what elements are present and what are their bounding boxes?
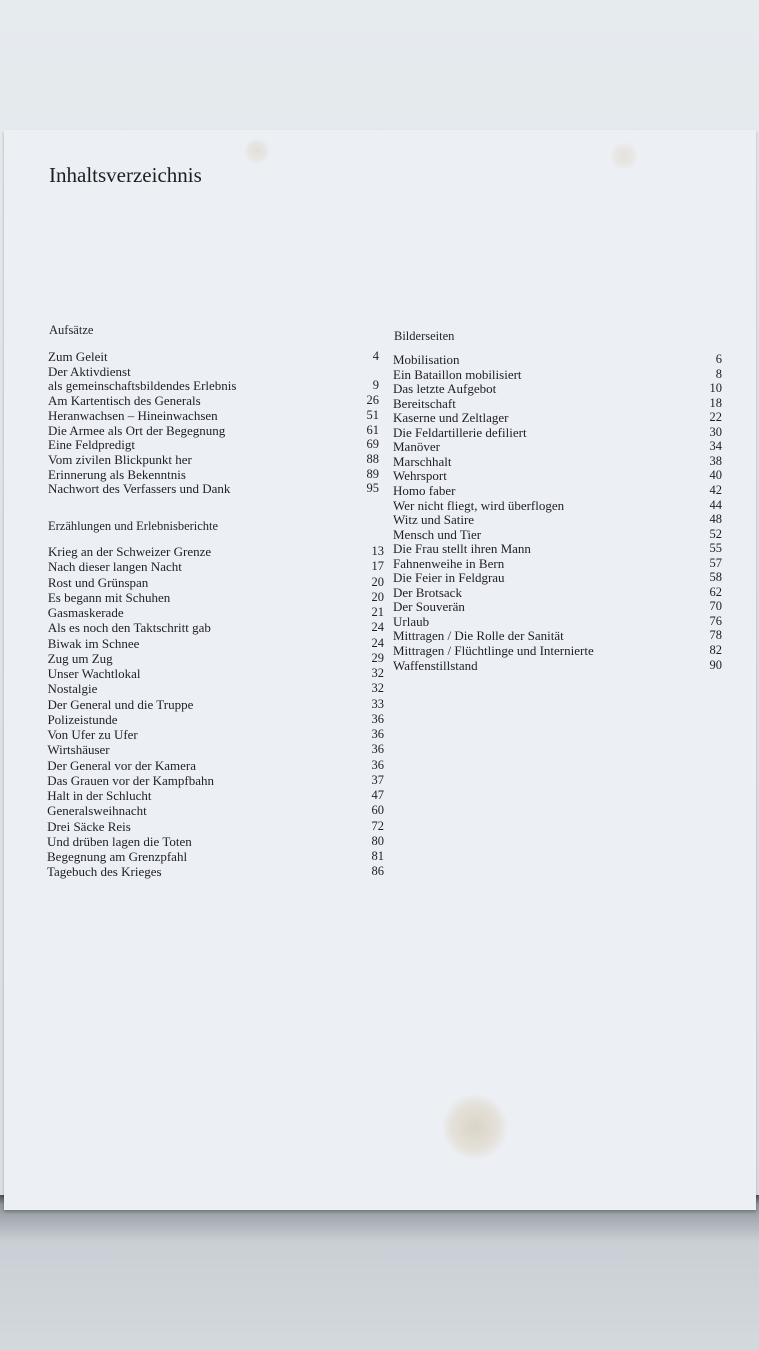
document-page [4,130,756,1210]
page-stain [442,1094,508,1160]
toc-entry-title: Das Grauen vor der Kampfbahn [47,772,215,788]
toc-entry-title: Und drüben lagen die Toten [47,833,192,849]
toc-entry-title: Nachwort des Verfassers und Dank [48,481,231,497]
toc-entry-page: 37 [371,772,384,787]
toc-entry-page: 26 [366,393,379,408]
toc-entry-page: 36 [371,711,384,726]
toc-entry-title: Es begann mit Schuhen [47,589,171,605]
toc-entry-page: 44 [709,497,722,512]
toc-entry-title: Waffenstillstand [393,657,478,673]
background-surface [0,1195,759,1350]
toc-entry-page: 20 [371,574,384,589]
toc-entry-page: 13 [371,544,384,558]
toc-entry-page: 57 [709,555,722,570]
toc-entry-title: Witz und Satire [393,512,475,528]
toc-entry-title: Biwak im Schnee [47,635,140,651]
toc-entry-page: 69 [366,437,379,452]
toc-entry-page: 47 [371,788,384,802]
toc-entry-title: Die Armee als Ort der Begegnung [48,422,226,438]
toc-entry-title: Nostalgie [47,681,98,697]
toc-entry-page: 8 [715,366,722,381]
toc-entry-title: Bereitschaft [393,395,456,411]
section-heading-erzaehlungen: Erzählungen und Erlebnisberichte [48,519,219,533]
toc-entry-title: Mittragen / Die Rolle der Sanität [393,628,564,644]
toc-entry-title: Heranwachsen – Hineinwachsen [48,407,218,423]
toc-entry-page: 60 [371,803,384,818]
toc-entry-title: Tagebuch des Krieges [46,864,162,880]
toc-entry-title: Der Aktivdienst [48,363,131,379]
section-heading-aufsaetze: Aufsätze [49,323,94,337]
toc-entry-page: 32 [371,666,384,680]
toc-entry-page: 20 [371,589,384,604]
toc-entry-page: 36 [371,742,384,757]
toc-entry-title: Die Frau stellt ihren Mann [393,541,531,557]
toc-entry-title: Krieg an der Schweizer Grenze [48,544,212,559]
toc-entry-title: Eine Feldpredigt [48,437,136,453]
toc-entry-page: 95 [366,481,379,496]
toc-entry-page: 24 [371,635,384,650]
toc-entry-title: Der General und die Truppe [47,696,194,712]
toc-entry-title: Homo faber [393,482,456,498]
toc-entry-title: Das letzte Aufgebot [393,381,497,397]
toc-entry-page: 88 [366,451,379,466]
toc-entry-title: Der Brotsack [393,584,462,600]
toc-entry-title: Der General vor der Kamera [47,757,196,773]
toc-entry-title: Vom zivilen Blickpunkt her [48,451,192,467]
toc-entry-page: 89 [366,466,379,481]
toc-entry-title: Erinnerung als Bekenntnis [48,466,186,482]
toc-entry-page: 70 [709,599,722,614]
toc-entry-title: Mobilisation [393,352,460,367]
toc-entry-page: 36 [371,727,384,741]
toc-entry-page: 10 [709,381,722,396]
toc-entry-title: Zum Geleit [48,349,108,364]
toc-entry-title: Ein Bataillon mobilisiert [393,366,522,382]
page-stain [244,138,270,164]
toc-entry-title: Mittragen / Flüchtlinge und Internierte [393,643,594,658]
toc-entry-page: 24 [371,620,384,635]
toc-entry-title: Fahnenweihe in Bern [393,555,505,571]
toc-entry-page: 80 [371,833,384,848]
toc-entry-page: 6 [715,352,722,366]
toc-entry-page: 62 [709,584,722,599]
toc-entry-page: 76 [709,613,722,628]
toc-entry-title: Manöver [393,439,440,455]
toc-entry-title: Nach dieser langen Nacht [47,559,182,575]
page-title: Inhaltsverzeichnis [49,163,202,187]
toc-entry-page: 30 [709,424,722,439]
toc-entry-title: Drei Säcke Reis [47,818,131,834]
toc-entry-title: Begegnung am Grenzpfahl [47,849,188,864]
toc-entry-title: Kaserne und Zeltlager [393,410,509,426]
toc-entry-title: Wirtshäuser [47,742,110,758]
toc-entry-page: 22 [709,410,722,425]
toc-entry-page: 21 [371,605,384,619]
toc-entry-page: 51 [366,407,379,422]
toc-entry-page: 52 [709,526,722,541]
toc-entry-title: Zug um Zug [47,650,113,666]
toc-entry-title: Unser Wachtlokal [47,666,141,681]
toc-entry-page: 42 [709,482,722,497]
toc-entry-page: 61 [366,422,379,437]
toc-entry-page: 86 [371,864,384,879]
toc-entry-title: Polizeistunde [47,711,118,727]
toc-entry-title: Halt in der Schlucht [47,788,152,803]
toc-entry-title: Die Feldartillerie defiliert [393,424,527,440]
toc-entry-page: 29 [371,650,384,665]
toc-entry-title: Wehrsport [393,468,447,484]
toc-entry-page: 18 [709,395,722,410]
toc-entry-page: 34 [709,439,722,454]
page-stain [610,142,638,170]
toc-entry-title: Rost und Grünspan [47,574,149,590]
toc-entry-title: Am Kartentisch des Generals [48,393,201,409]
toc-entry-title: Von Ufer zu Ufer [47,727,138,742]
section-heading-bilderseiten: Bilderseiten [394,329,455,343]
toc-entry-page: 81 [371,849,384,863]
toc-entry-page: 78 [709,628,722,643]
toc-entry-page: 33 [371,696,384,711]
toc-entry-page: 58 [709,570,722,585]
toc-entry-title: Mensch und Tier [393,526,482,542]
toc-entry-page: 82 [709,643,722,657]
toc-entry-title: Gasmaskerade [47,605,124,620]
toc-entry-page: 55 [709,541,722,556]
toc-entry-page: 90 [709,657,722,672]
toc-entry-title: als gemeinschaftsbildendes Erlebnis [48,378,237,394]
toc-entry-title: Generalsweihnacht [47,803,147,819]
toc-entry-page: 72 [371,818,384,833]
toc-entry-title: Urlaub [393,613,430,629]
toc-entry-title: Marschhalt [393,453,452,469]
toc-entry-page: 4 [372,349,379,363]
toc-entry-title: Als es noch den Taktschritt gab [47,620,211,636]
toc-entry-page: 9 [372,378,379,393]
toc-entry-page: 38 [709,453,722,468]
toc-entry-page: 48 [709,512,722,527]
toc-entry-page: 17 [371,559,384,574]
toc-entry-title: Der Souverän [393,599,465,615]
toc-entry-page: 32 [371,681,384,696]
toc-entry-page: 36 [371,757,384,772]
toc-entry-page: 40 [709,468,722,483]
toc-entry-title: Die Feier in Feldgrau [393,570,505,586]
toc-entry-title: Wer nicht fliegt, wird überflogen [393,497,565,513]
